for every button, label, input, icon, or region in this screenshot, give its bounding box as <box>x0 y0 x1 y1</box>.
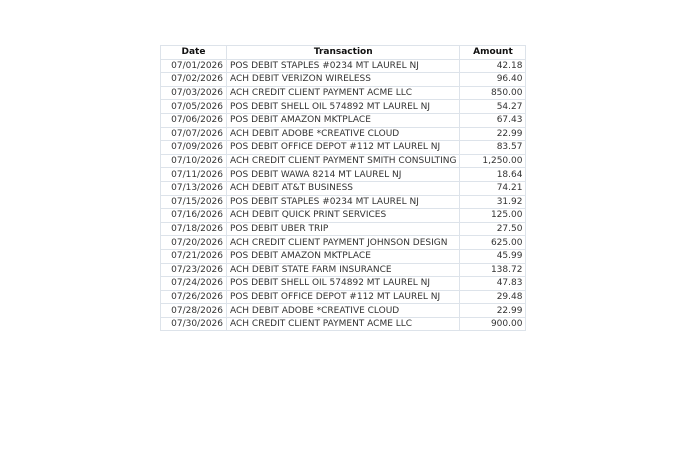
table-row <box>161 73 526 87</box>
table-row <box>161 100 526 114</box>
transactions-body <box>161 59 526 331</box>
table-row <box>161 317 526 331</box>
amount-cell: 29.48 <box>460 290 526 304</box>
amount-cell: 138.72 <box>460 263 526 277</box>
table-row <box>161 168 526 182</box>
transaction-cell: ACH DEBIT VERIZON WIRELESS <box>227 73 460 87</box>
date-cell: 07/24/2026 <box>161 277 227 291</box>
amount-column-header: Amount <box>460 46 526 60</box>
transactions-table <box>160 45 526 331</box>
date-cell: 07/02/2026 <box>161 73 227 87</box>
date-cell: 07/30/2026 <box>161 317 227 331</box>
date-cell: 07/03/2026 <box>161 86 227 100</box>
amount-cell: 900.00 <box>460 317 526 331</box>
table-row <box>161 154 526 168</box>
transaction-cell: POS DEBIT STAPLES #0234 MT LAUREL NJ <box>227 195 460 209</box>
date-cell: 07/06/2026 <box>161 113 227 127</box>
amount-cell: 42.18 <box>460 59 526 73</box>
date-cell: 07/18/2026 <box>161 222 227 236</box>
transaction-cell: POS DEBIT AMAZON MKTPLACE <box>227 249 460 263</box>
date-cell: 07/15/2026 <box>161 195 227 209</box>
amount-cell: 850.00 <box>460 86 526 100</box>
date-cell: 07/01/2026 <box>161 59 227 73</box>
date-cell: 07/07/2026 <box>161 127 227 141</box>
transaction-cell: POS DEBIT SHELL OIL 574892 MT LAUREL NJ <box>227 277 460 291</box>
table-row <box>161 59 526 73</box>
transaction-cell: POS DEBIT OFFICE DEPOT #112 MT LAUREL NJ <box>227 290 460 304</box>
date-cell: 07/11/2026 <box>161 168 227 182</box>
transaction-cell: ACH CREDIT CLIENT PAYMENT ACME LLC <box>227 317 460 331</box>
transaction-cell: POS DEBIT SHELL OIL 574892 MT LAUREL NJ <box>227 100 460 114</box>
transaction-cell: POS DEBIT STAPLES #0234 MT LAUREL NJ <box>227 59 460 73</box>
amount-cell: 1,250.00 <box>460 154 526 168</box>
amount-cell: 22.99 <box>460 127 526 141</box>
transaction-cell: ACH DEBIT QUICK PRINT SERVICES <box>227 209 460 223</box>
transaction-cell: POS DEBIT OFFICE DEPOT #112 MT LAUREL NJ <box>227 141 460 155</box>
transaction-cell: ACH DEBIT ADOBE *CREATIVE CLOUD <box>227 127 460 141</box>
table-row <box>161 249 526 263</box>
date-cell: 07/13/2026 <box>161 181 227 195</box>
amount-cell: 625.00 <box>460 236 526 250</box>
date-cell: 07/20/2026 <box>161 236 227 250</box>
transaction-cell: POS DEBIT AMAZON MKTPLACE <box>227 113 460 127</box>
amount-cell: 45.99 <box>460 249 526 263</box>
transaction-cell: POS DEBIT UBER TRIP <box>227 222 460 236</box>
date-cell: 07/23/2026 <box>161 263 227 277</box>
amount-cell: 22.99 <box>460 304 526 318</box>
date-cell: 07/21/2026 <box>161 249 227 263</box>
date-cell: 07/10/2026 <box>161 154 227 168</box>
transaction-cell: ACH DEBIT ADOBE *CREATIVE CLOUD <box>227 304 460 318</box>
table-row <box>161 277 526 291</box>
header-row <box>161 46 526 60</box>
amount-cell: 96.40 <box>460 73 526 87</box>
table-row <box>161 86 526 100</box>
table-row <box>161 181 526 195</box>
table-row <box>161 222 526 236</box>
amount-cell: 54.27 <box>460 100 526 114</box>
transaction-cell: ACH DEBIT AT&T BUSINESS <box>227 181 460 195</box>
date-cell: 07/16/2026 <box>161 209 227 223</box>
transaction-column-header: Transaction <box>227 46 460 60</box>
transactions-sheet <box>160 45 526 331</box>
table-row <box>161 141 526 155</box>
transaction-cell: ACH CREDIT CLIENT PAYMENT JOHNSON DESIGN <box>227 236 460 250</box>
table-row <box>161 236 526 250</box>
transaction-cell: ACH CREDIT CLIENT PAYMENT SMITH CONSULTING <box>227 154 460 168</box>
amount-cell: 27.50 <box>460 222 526 236</box>
table-row <box>161 113 526 127</box>
table-row <box>161 209 526 223</box>
table-row <box>161 127 526 141</box>
transaction-cell: ACH DEBIT STATE FARM INSURANCE <box>227 263 460 277</box>
date-cell: 07/05/2026 <box>161 100 227 114</box>
date-column-header: Date <box>161 46 227 60</box>
date-cell: 07/09/2026 <box>161 141 227 155</box>
amount-cell: 74.21 <box>460 181 526 195</box>
date-cell: 07/26/2026 <box>161 290 227 304</box>
transaction-cell: POS DEBIT WAWA 8214 MT LAUREL NJ <box>227 168 460 182</box>
table-row <box>161 290 526 304</box>
date-cell: 07/28/2026 <box>161 304 227 318</box>
transaction-cell: ACH CREDIT CLIENT PAYMENT ACME LLC <box>227 86 460 100</box>
amount-cell: 18.64 <box>460 168 526 182</box>
amount-cell: 31.92 <box>460 195 526 209</box>
amount-cell: 125.00 <box>460 209 526 223</box>
table-row <box>161 304 526 318</box>
amount-cell: 83.57 <box>460 141 526 155</box>
amount-cell: 47.83 <box>460 277 526 291</box>
table-row <box>161 263 526 277</box>
amount-cell: 67.43 <box>460 113 526 127</box>
table-row <box>161 195 526 209</box>
